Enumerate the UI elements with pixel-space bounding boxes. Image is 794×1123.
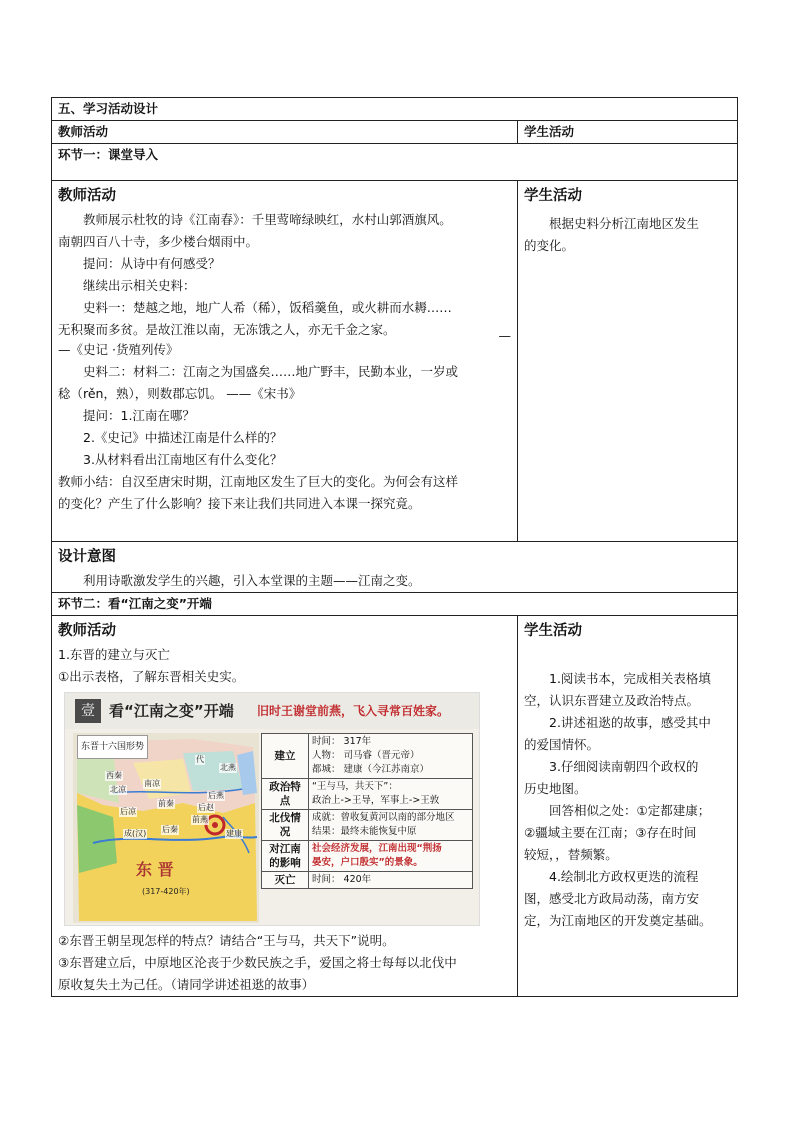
facts-row [262,779,473,810]
stage2-teacher-title: 教师活动 [58,623,116,639]
section-title: 五、学习活动设计 [52,98,738,121]
facts-line: 成就：曾收复黄河以南的部分地区 [312,812,455,823]
map-label-dai: 代 [196,755,204,764]
facts-line: 社会经济发展，江南出现“荆扬 [312,843,442,854]
facts-value [309,810,473,841]
map-label-beiyan: 北燕 [220,763,236,772]
stage2-student-line: 的爱国情怀。 [524,737,600,752]
facts-value [309,779,473,810]
stage2-line: ①出示表格，了解东晋相关史实。 [58,669,245,684]
stage2-title: 环节二：看“江南之变”开端 [52,593,738,616]
design-intent-text: 利用诗歌激发学生的兴趣，引入本堂课的主题——江南之变。 [83,573,421,588]
slide-title: 看“江南之变”开端 [109,702,234,720]
stage1-line: 稔（rěn，熟），则数郡忘饥。 ——《宋书》 [58,386,302,401]
map-label-years: (317-420年) [142,887,190,896]
stage1-student-cell [518,181,738,542]
slide-badge: 壹 [75,699,101,723]
stage2-teacher-cell [52,616,518,997]
map-label-houliang: 后凉 [120,807,136,816]
stage2-student-line: 图，感受北方政局动荡，南方安 [524,891,700,906]
facts-value [309,841,473,872]
stage2-student-line: 回答相似之处：①定都建康； [549,803,711,818]
facts-line: 时间： 317年 [312,736,372,747]
stage2-line: 1.东晋的建立与灭亡 [58,647,170,662]
facts-line: 人物： 司马睿（晋元帝） [312,750,420,761]
map-label-houyan: 后燕 [208,791,224,800]
stage1-line: 教师小结：自汉至唐宋时期，江南地区发生了巨大的变化。为何会有这样 [58,474,459,489]
map-label-dongjin: 东 晋 [136,860,174,879]
stage1-student-line: 根据史料分析江南地区发生 [549,216,700,231]
stage1-teacher-cell [52,181,518,542]
spacer [524,644,731,668]
map-label-houqin: 后秦 [162,825,178,834]
stage2-student-line: 空，认识东晋建立及政治特点。 [524,693,700,708]
lesson-plan-table [51,97,738,997]
stage2-student-line: ②疆域主要在江南；③存在时间 [524,825,697,840]
stage1-student-title: 学生活动 [524,188,582,204]
east-jin-facts-table [261,733,473,889]
facts-line: 结果：最终未能恢复中原 [312,826,417,837]
facts-row [262,810,473,841]
stage2-line: ③东晋建立后，中原地区沦丧于少数民族之手，爱国之将士每每以北伐中 [58,955,457,970]
design-intent-title: 设计意图 [58,549,116,565]
facts-line: “王与马，共天下”： [312,781,398,792]
stage1-teacher-title: 教师活动 [58,188,116,204]
facts-line: 都城： 建康（今江苏南京） [312,764,430,775]
stage1-line: 的变化？产生了什么影响？接下来让我们共同进入本课一探究竟。 [58,496,421,511]
stage1-line: 提问：1.江南在哪？ [83,408,195,423]
stage2-student-line: 较短，，替频繁。 [524,847,618,862]
stage1-line: 史料二：材料二：江南之为国盛矣……地广野丰，民勤本业，一岁或 [83,364,459,379]
stage1-line: 3.从材料看出江南地区有什么变化？ [83,452,283,467]
stage1-line: 无积聚而多贫。是故江淮以南，无冻饿之人，亦无千金之家。 [58,322,396,337]
facts-line: 政治上->王导，军事上->王敦 [312,795,440,806]
stage1-line: 2.《史记》中描述江南是什么样的？ [83,430,283,445]
stage1-line: —《史记 ·货殖列传》 [58,342,179,357]
stage2-student-cell [518,616,738,997]
facts-row [262,734,473,779]
map-caption: 东晋十六国形势 [77,735,148,759]
map-label-jiankang: 建康 [226,829,242,838]
stage1-line: 提问：从诗中有何感受？ [83,256,221,271]
stage1-title: 环节一：课堂导入 [52,144,738,181]
teacher-activity-header: 教师活动 [52,121,518,144]
facts-key: 建立 [262,734,309,779]
facts-key: 灭亡 [262,872,309,889]
design-intent-cell [52,542,738,593]
stage2-line: 原收复失土为己任。（请同学讲述祖逖的故事） [58,977,315,992]
stage2-line: ②东晋王朝呈现怎样的特点？请结合“王与马，共天下”说明。 [58,933,395,948]
facts-line: 时间： 420年 [312,874,372,885]
stage1-line: 史料一：楚越之地，地广人希（稀），饭稻羹鱼，或火耕而水耨…… [83,300,452,315]
map-label-xiqin: 西秦 [106,771,122,780]
facts-value [309,734,473,779]
map-label-nanliang: 南凉 [144,779,160,788]
stage1-line: 教师展示杜牧的诗《江南春》：千里莺啼绿映红，水村山郭酒旗风。 [83,212,452,227]
stage2-student-line: 1.阅读书本，完成相关表格填 [549,671,711,686]
facts-row [262,872,473,889]
stage2-student-line: 2.讲述祖逖的故事，感受其中 [549,715,711,730]
stage1-line: 南朝四百八十寺，多少楼台烟雨中。 [58,234,259,249]
facts-key: 北伐情况 [262,810,309,841]
stage2-student-title: 学生活动 [524,623,582,639]
stage1-line: 继续出示相关史料： [83,278,196,293]
map-label-qianyan: 前燕 [192,815,208,824]
stage2-student-line: 历史地图。 [524,781,587,796]
stage2-student-line: 3.仔细阅读南朝四个政权的 [549,759,699,774]
map-label-chenghan: 成(汉) [124,829,147,838]
student-activity-header: 学生活动 [518,121,738,144]
map-label-beiliang: 北凉 [110,785,126,794]
map-label-qianqin: 前秦 [158,799,174,808]
stage2-student-line: 4.绘制北方政权更迭的流程 [549,869,699,884]
stage1-line: — [498,328,511,343]
facts-key: 对江南的影响 [262,841,309,872]
map-label-houzhao: 后赵 [198,803,214,812]
east-jin-slide-image [64,692,480,926]
facts-key: 政治特点 [262,779,309,810]
facts-line: 晏安，户口殷实”的景象。 [312,857,423,868]
facts-value [309,872,473,889]
stage2-student-line: 定，为江南地区的开发奠定基础。 [524,913,712,928]
facts-row [262,841,473,872]
stage1-student-line: 的变化。 [524,238,575,253]
slide-poem: 旧时王谢堂前燕，飞入寻常百姓家。 [257,704,450,718]
